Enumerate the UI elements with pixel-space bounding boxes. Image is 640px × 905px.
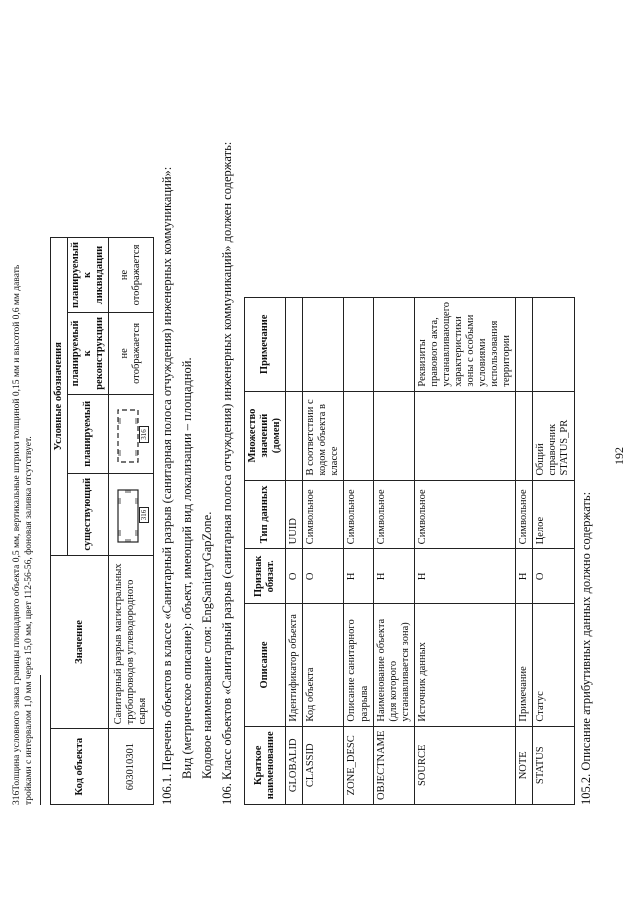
cell-note [373, 298, 414, 392]
cell-data-type: Символьное [516, 480, 533, 549]
cell-short-name: OBJECTNAME [373, 726, 414, 804]
symbol-planned-cell [109, 394, 154, 473]
cell-note [344, 298, 373, 392]
cell-required: Н [516, 549, 533, 604]
cell-domain [373, 391, 414, 480]
header-note: Примечание [245, 298, 286, 392]
cell-domain [516, 391, 533, 480]
cell-description: Примечание [516, 604, 533, 726]
cell-required: О [533, 549, 574, 604]
header-description: Описание [245, 604, 286, 726]
header-legend-group: Условные обозначения [51, 238, 68, 556]
cell-required: О [286, 549, 303, 604]
cell-short-name: NOTE [516, 726, 533, 804]
table-row [286, 298, 303, 805]
attribute-table [244, 297, 575, 805]
header-planned-liquidation: планируемый к ликвидации [68, 238, 109, 313]
cell-required: Н [373, 549, 414, 604]
cell-domain [286, 391, 303, 480]
object-value: Санитарный разрыв магистральных трубопроводов углеводородного сырья [109, 555, 154, 729]
cell-short-name: SOURCE [414, 726, 516, 804]
symbol-table [50, 237, 154, 805]
reconstruction-value: не отображается [109, 312, 154, 394]
header-required: Признак обязат. [245, 549, 286, 604]
cell-note [286, 298, 303, 392]
cell-short-name: GLOBALID [286, 726, 303, 804]
header-object-code: Код объекта [51, 729, 109, 805]
dashed-hatched-border-icon [117, 409, 139, 463]
cell-note [303, 298, 344, 392]
hatched-border-icon [117, 489, 139, 543]
cell-short-name: ZONE_DESC [344, 726, 373, 804]
attribute-table-header [245, 298, 286, 805]
section-106-heading: 106. Класс объектов «Санитарный разрыв (санитарная полоса отчуждения) инженерных коммуникаций» должен содержать: [220, 141, 234, 805]
geometry-text: Вид (метрическое описание): объект, имеющий вид локализации – площадной. [180, 357, 194, 779]
cell-data-type: Символьное [303, 480, 344, 549]
cell-domain: В соответствии с кодом объекта в классе [303, 391, 344, 480]
cell-domain [344, 391, 373, 480]
cell-description: Описание санитарного разрыва [344, 604, 373, 726]
footnote-ref-planned: 316 [139, 426, 149, 443]
cell-note [516, 298, 533, 392]
page-number: 192 [612, 447, 626, 465]
cell-data-type: Символьное [344, 480, 373, 549]
header-planned: планируемый [68, 394, 109, 473]
footnote-separator [40, 675, 41, 805]
table-row [344, 298, 373, 805]
cell-note: Реквизиты правового акта, устанавливающего характеристики зоны с особыми условиями использования территории [414, 298, 516, 392]
header-planned-reconstruction: планируемый к реконструкции [68, 312, 109, 394]
header-domain: Множество значений (домен) [245, 391, 286, 480]
cell-data-type: Целое [533, 480, 574, 549]
planned-zone-symbol [111, 399, 151, 469]
cell-description: Источник данных [414, 604, 516, 726]
cell-data-type: Символьное [414, 480, 516, 549]
section-105-2-heading: 105.2. Описание атрибутивных данных должно содержать: [579, 491, 593, 805]
symbol-existing-cell [109, 473, 154, 555]
cell-description: Код объекта [303, 604, 344, 726]
cell-description: Наименование объекта (для которого устанавливается зона) [373, 604, 414, 726]
cell-required: Н [414, 549, 516, 604]
cell-domain [414, 391, 516, 480]
table-row [373, 298, 414, 805]
cell-short-name: STATUS [533, 726, 574, 804]
table-row [414, 298, 516, 805]
header-short-name: Краткое наименование [245, 726, 286, 804]
existing-zone-symbol [111, 479, 151, 549]
cell-description: Идентификатор объекта [286, 604, 303, 726]
header-data-type: Тип данных [245, 480, 286, 549]
cell-description: Статус [533, 604, 574, 726]
liquidation-value: не отображается [109, 238, 154, 313]
table-row [516, 298, 533, 805]
object-code: 603010301 [109, 729, 154, 805]
table-row [109, 238, 154, 805]
header-existing: существующий [68, 473, 109, 555]
layer-name-text: Кодовое наименование слоя: EngSanitaryGapZone. [200, 511, 214, 779]
cell-note [533, 298, 574, 392]
cell-domain: Общий справочник STATUS_PR [533, 391, 574, 480]
footnote-316: 316Толщина условного знака границы площадного объекта 0,5 мм, вертикальные штрихи толщиной 0,15 мм и высотой 0,6 мм давать тройками с интервалом 1,0 мм через 15,0 мм, цвет 112-56-56, фоновая заливка отсутствует. [12, 264, 34, 805]
cell-data-type: Символьное [373, 480, 414, 549]
cell-short-name: CLASSID [303, 726, 344, 804]
header-value: Значение [51, 555, 109, 729]
cell-required: Н [344, 549, 373, 604]
footnote-ref-existing: 316 [139, 507, 149, 524]
cell-data-type: UUID [286, 480, 303, 549]
table-row [533, 298, 574, 805]
table-row [303, 298, 344, 805]
cell-required: О [303, 549, 344, 604]
section-106-1-heading: 106.1. Перечень объектов в классе «Санитарный разрыв (санитарная полоса отчуждения) инженерных коммуникаций»: [160, 166, 174, 805]
symbol-table-header [51, 238, 68, 805]
